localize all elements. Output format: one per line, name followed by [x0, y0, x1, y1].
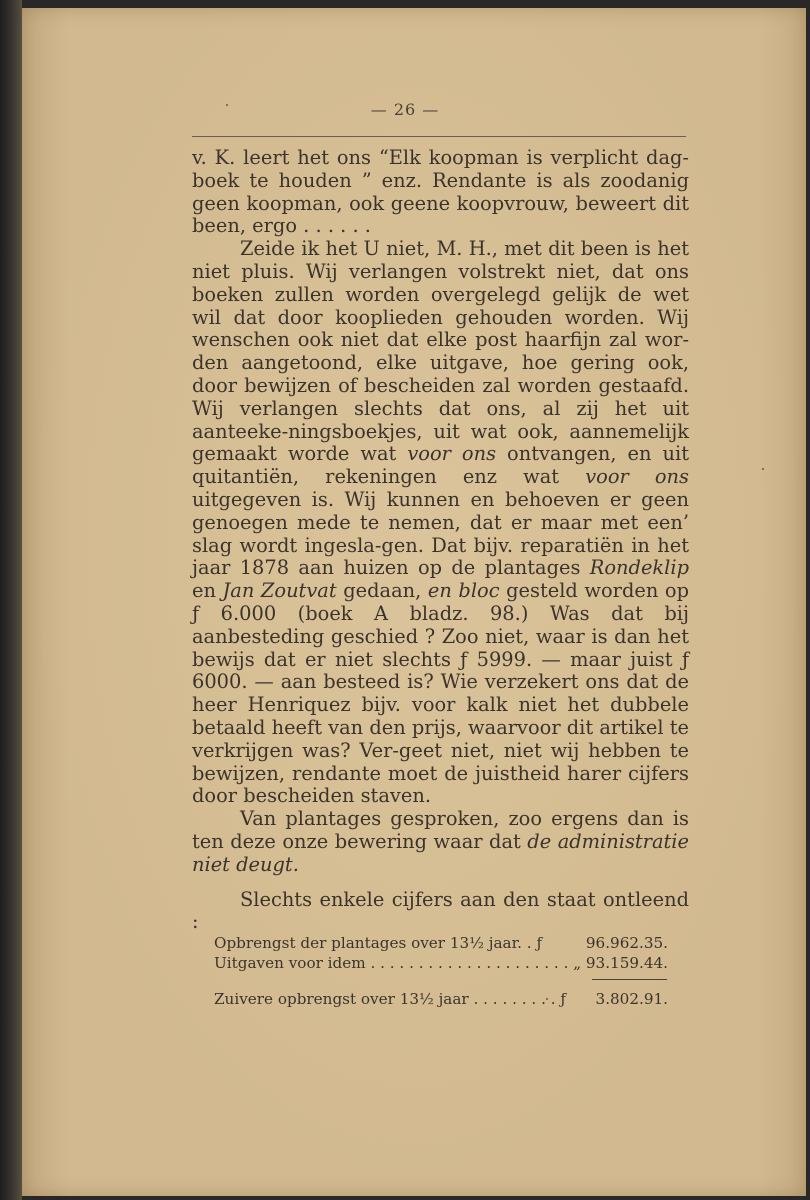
accounts-label: Opbrengst der plantages over 13½ jaar. . ƒ: [214, 934, 543, 952]
italic-text: en bloc: [427, 579, 500, 603]
text-run: uitgegeven is. Wij kunnen en behoeven er geen genoegen mede te nemen, dat er maar met een’ slag wordt ingesla-gen. Dat bijv. reparatiën in het jaar 1878 aan huizen op de plantages: [192, 487, 689, 580]
paper-speck: [762, 468, 764, 470]
paragraph: [192, 889, 689, 935]
accounts-amount: 93.159.44.: [585, 954, 668, 972]
accounts-total-label: Zuivere opbrengst over 13½ jaar . . . . . . . . . ƒ: [214, 990, 566, 1008]
body-text: [192, 147, 689, 934]
italic-text: Jan Zoutvat: [222, 579, 337, 603]
text-run: v. K. leert het ons “Elk koopman is verplicht dag-boek te houden ” enz. Rendante is als zoodanig geen koopman, ook geene koopvrouw, beweert dit been, ergo . . . . . .: [192, 146, 689, 238]
text-run: Zeide ik het U niet, M. H., met dit been is het niet pluis. Wij verlangen volstrekt niet, dat ons boeken zullen worden overgelegd gelijk de wet wil dat door kooplieden gehouden worden. Wij wenschen ook niet dat elke post haarfijn zal wor-den aangetoond, elke uitgave, hoe gering ook, door bewijzen of bescheiden zal worden gestaafd. Wij verlangen slechts dat ons, al zij het uit aanteeke-ningsboekjes, uit wat ook, aannemelijk gemaakt worde wat: [192, 237, 689, 466]
italic-text: de administratie niet deugt.: [192, 829, 689, 876]
italic-text: voor ons: [585, 465, 689, 489]
text-run: gedaan,: [336, 579, 428, 603]
accounts-total-row: [214, 989, 668, 1009]
accounts-amount: 96.962.35.: [585, 934, 668, 952]
accounts-row: [214, 933, 668, 953]
accounts-total: [214, 989, 668, 1009]
text-run: Van plantages gesproken, zoo ergens dan is ten deze onze bewering waar dat: [192, 807, 689, 853]
page-number: — 26 —: [370, 100, 440, 119]
scan-edge: [0, 0, 22, 1200]
text-run: en: [192, 579, 223, 603]
text-run: ontvangen, en uit quitantiën, rekeningen enz wat: [192, 442, 690, 489]
italic-text: voor ons: [407, 442, 497, 466]
header-rule: [192, 136, 686, 137]
text-run: Slechts enkele cijfers aan den staat ontleend :: [192, 887, 689, 934]
paragraph: [192, 147, 689, 238]
italic-text: Rondeklip: [589, 556, 689, 580]
text-run: gesteld worden op ƒ 6.000 (boek A bladz. 98.) Was dat bij aanbesteding geschied ? Zoo niet, waar is dan het bewijs dat er niet slechts ƒ 5999. — maar juist ƒ 6000. — aan besteed is? Wie verzekert ons dat de heer Henriquez bijv. voor kalk niet het dubbele betaald heeft van den prijs, waarvoor dit artikel te verkrijgen was? Ver-geet niet, niet wij hebben te bewijzen, rendante moet de juistheid harer cijfers door bescheiden staven.: [192, 579, 690, 808]
sum-rule: [592, 979, 667, 980]
accounts-table: [214, 933, 668, 973]
accounts-row: [214, 953, 668, 973]
paragraph: [192, 808, 689, 876]
accounts-total-amount: 3.802.91.: [595, 990, 668, 1008]
paragraph: [192, 238, 689, 808]
accounts-label: Uitgaven voor idem . . . . . . . . . . . . . . . . . . . . . „: [214, 954, 582, 972]
